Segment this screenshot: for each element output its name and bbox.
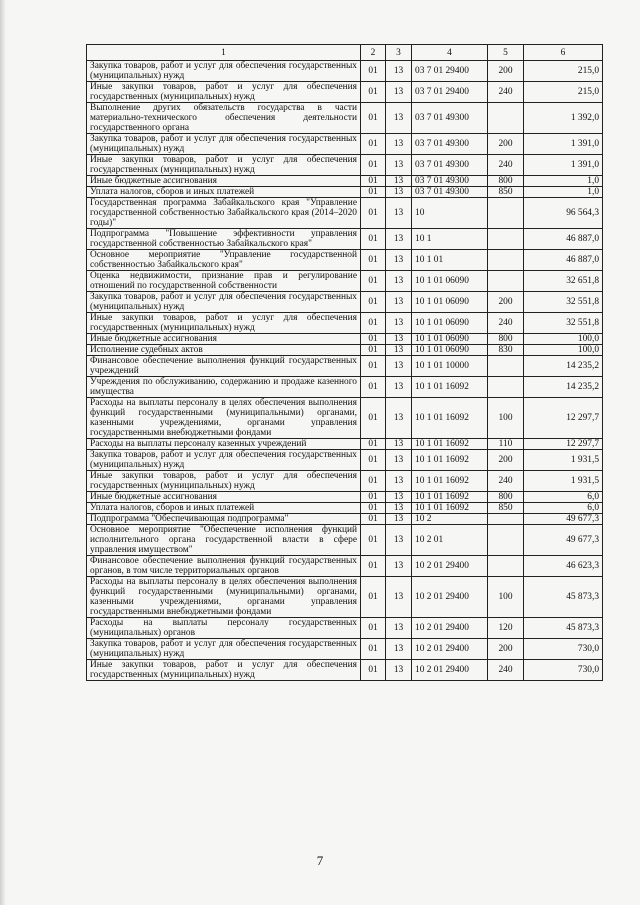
row-name-cell: Иные закупки товаров, работ и услуг для обеспечения государственных (муниципальных) нужд (87, 660, 361, 681)
table-row (87, 450, 603, 471)
row-section-cell: 01 (361, 345, 386, 356)
row-subsection-cell: 13 (386, 61, 412, 82)
row-subsection-cell: 13 (386, 356, 412, 377)
row-subsection-cell: 13 (386, 471, 412, 492)
row-target-code-cell: 03 7 01 29400 (412, 61, 488, 82)
row-section-cell: 01 (361, 61, 386, 82)
row-expense-type-cell: 240 (488, 82, 524, 103)
table-row (87, 82, 603, 103)
row-subsection-cell: 13 (386, 134, 412, 155)
row-expense-type-cell: 850 (488, 187, 524, 198)
row-section-cell: 01 (361, 356, 386, 377)
row-expense-type-cell (488, 198, 524, 229)
row-subsection-cell: 13 (386, 187, 412, 198)
table-row (87, 525, 603, 556)
row-amount-cell: 32 551,8 (524, 292, 603, 313)
row-target-code-cell: 03 7 01 49300 (412, 155, 488, 176)
row-expense-type-cell: 850 (488, 503, 524, 514)
row-target-code-cell: 10 (412, 198, 488, 229)
row-name-cell: Основное мероприятие "Управление государственной собственностью Забайкальского края" (87, 250, 361, 271)
row-amount-cell: 46 887,0 (524, 250, 603, 271)
row-name-cell: Расходы на выплаты персоналу в целях обеспечения выполнения функций государственными (муниципальными) органами, казенными учреждениями, органами управления государственными внебюджетными фондами (87, 398, 361, 439)
row-name-cell: Уплата налогов, сборов и иных платежей (87, 503, 361, 514)
row-expense-type-cell (488, 356, 524, 377)
row-amount-cell: 1 931,5 (524, 450, 603, 471)
row-expense-type-cell: 830 (488, 345, 524, 356)
row-section-cell: 01 (361, 134, 386, 155)
row-subsection-cell: 13 (386, 439, 412, 450)
header-col-1: 1 (87, 45, 361, 61)
row-target-code-cell: 10 1 (412, 229, 488, 250)
row-subsection-cell: 13 (386, 82, 412, 103)
row-name-cell: Иные закупки товаров, работ и услуг для обеспечения государственных (муниципальных) нужд (87, 471, 361, 492)
row-target-code-cell: 10 1 01 10000 (412, 356, 488, 377)
row-expense-type-cell: 110 (488, 439, 524, 450)
row-section-cell: 01 (361, 525, 386, 556)
row-amount-cell: 12 297,7 (524, 439, 603, 450)
row-section-cell: 01 (361, 492, 386, 503)
row-expense-type-cell: 200 (488, 639, 524, 660)
row-section-cell: 01 (361, 176, 386, 187)
row-expense-type-cell (488, 377, 524, 398)
row-expense-type-cell (488, 250, 524, 271)
row-name-cell: Закупка товаров, работ и услуг для обеспечения государственных (муниципальных) нужд (87, 639, 361, 660)
row-target-code-cell: 10 1 01 16092 (412, 439, 488, 450)
row-amount-cell: 730,0 (524, 660, 603, 681)
row-expense-type-cell (488, 514, 524, 525)
row-subsection-cell: 13 (386, 345, 412, 356)
row-section-cell: 01 (361, 450, 386, 471)
row-subsection-cell: 13 (386, 198, 412, 229)
table-row (87, 176, 603, 187)
row-name-cell: Расходы на выплаты персоналу казенных учреждений (87, 439, 361, 450)
table-row (87, 103, 603, 134)
row-name-cell: Основное мероприятие "Обеспечение исполнения функций исполнительного органа государственной власти в сфере управления имуществом" (87, 525, 361, 556)
row-target-code-cell: 10 2 01 29400 (412, 618, 488, 639)
row-target-code-cell: 10 1 01 16092 (412, 471, 488, 492)
row-target-code-cell: 10 1 01 16092 (412, 503, 488, 514)
row-amount-cell: 6,0 (524, 492, 603, 503)
row-name-cell: Государственная программа Забайкальского края "Управление государственной собственностью Забайкальского края (2014–2020 годы)" (87, 198, 361, 229)
row-expense-type-cell (488, 556, 524, 577)
row-name-cell: Подпрограмма "Повышение эффективности управления государственной собственностью Забайкальского края" (87, 229, 361, 250)
row-amount-cell: 96 564,3 (524, 198, 603, 229)
row-target-code-cell: 10 2 01 29400 (412, 556, 488, 577)
table-row (87, 514, 603, 525)
row-section-cell: 01 (361, 514, 386, 525)
row-subsection-cell: 13 (386, 229, 412, 250)
row-section-cell: 01 (361, 556, 386, 577)
row-expense-type-cell: 100 (488, 398, 524, 439)
row-section-cell: 01 (361, 271, 386, 292)
row-section-cell: 01 (361, 577, 386, 618)
row-subsection-cell: 13 (386, 155, 412, 176)
header-col-6: 6 (524, 45, 603, 61)
header-col-2: 2 (361, 45, 386, 61)
row-name-cell: Иные бюджетные ассигнования (87, 176, 361, 187)
row-subsection-cell: 13 (386, 377, 412, 398)
row-amount-cell: 1 391,0 (524, 134, 603, 155)
row-target-code-cell: 10 2 01 (412, 525, 488, 556)
row-amount-cell: 32 651,8 (524, 271, 603, 292)
row-subsection-cell: 13 (386, 492, 412, 503)
row-section-cell: 01 (361, 250, 386, 271)
row-expense-type-cell: 240 (488, 313, 524, 334)
budget-table (86, 44, 603, 681)
row-name-cell: Расходы на выплаты персоналу в целях обеспечения выполнения функций государственными (муниципальными) органами, казенными учреждениями, органами управления государственными внебюджетными фондами (87, 577, 361, 618)
table-row (87, 577, 603, 618)
row-subsection-cell: 13 (386, 292, 412, 313)
row-subsection-cell: 13 (386, 639, 412, 660)
row-name-cell: Подпрограмма "Обеспечивающая подпрограмма" (87, 514, 361, 525)
table-row (87, 398, 603, 439)
row-target-code-cell: 03 7 01 49300 (412, 103, 488, 134)
row-target-code-cell: 10 1 01 06090 (412, 345, 488, 356)
table-row (87, 250, 603, 271)
table-row (87, 229, 603, 250)
row-expense-type-cell (488, 229, 524, 250)
row-target-code-cell: 10 1 01 06090 (412, 334, 488, 345)
row-subsection-cell: 13 (386, 398, 412, 439)
row-amount-cell: 32 551,8 (524, 313, 603, 334)
row-name-cell: Закупка товаров, работ и услуг для обеспечения государственных (муниципальных) нужд (87, 134, 361, 155)
header-col-5: 5 (488, 45, 524, 61)
row-subsection-cell: 13 (386, 525, 412, 556)
header-col-3: 3 (386, 45, 412, 61)
row-section-cell: 01 (361, 292, 386, 313)
row-target-code-cell: 03 7 01 49300 (412, 187, 488, 198)
row-target-code-cell: 10 1 01 16092 (412, 450, 488, 471)
row-name-cell: Учреждения по обслуживанию, содержанию и продаже казенного имущества (87, 377, 361, 398)
row-subsection-cell: 13 (386, 313, 412, 334)
table-body (87, 61, 603, 681)
table-row (87, 556, 603, 577)
row-section-cell: 01 (361, 155, 386, 176)
row-name-cell: Расходы на выплаты персоналу государственных (муниципальных) органов (87, 618, 361, 639)
row-amount-cell: 6,0 (524, 503, 603, 514)
row-target-code-cell: 10 2 01 29400 (412, 660, 488, 681)
header-col-4: 4 (412, 45, 488, 61)
row-name-cell: Иные бюджетные ассигнования (87, 492, 361, 503)
row-target-code-cell: 10 2 01 29400 (412, 577, 488, 618)
row-subsection-cell: 13 (386, 271, 412, 292)
row-name-cell: Закупка товаров, работ и услуг для обеспечения государственных (муниципальных) нужд (87, 292, 361, 313)
row-expense-type-cell: 200 (488, 134, 524, 155)
row-expense-type-cell (488, 271, 524, 292)
row-amount-cell: 100,0 (524, 345, 603, 356)
row-target-code-cell: 10 1 01 06090 (412, 271, 488, 292)
row-name-cell: Исполнение судебных актов (87, 345, 361, 356)
table-row (87, 471, 603, 492)
row-name-cell: Иные бюджетные ассигнования (87, 334, 361, 345)
table-row (87, 134, 603, 155)
table-row (87, 155, 603, 176)
row-amount-cell: 1 392,0 (524, 103, 603, 134)
row-subsection-cell: 13 (386, 556, 412, 577)
row-amount-cell: 14 235,2 (524, 377, 603, 398)
table-row (87, 334, 603, 345)
row-subsection-cell: 13 (386, 503, 412, 514)
row-amount-cell: 46 887,0 (524, 229, 603, 250)
table-row (87, 345, 603, 356)
row-target-code-cell: 10 1 01 06090 (412, 292, 488, 313)
table-row (87, 439, 603, 450)
table-row (87, 492, 603, 503)
table-row (87, 198, 603, 229)
row-subsection-cell: 13 (386, 514, 412, 525)
row-expense-type-cell: 240 (488, 155, 524, 176)
table-row (87, 313, 603, 334)
row-target-code-cell: 10 1 01 16092 (412, 377, 488, 398)
row-expense-type-cell: 800 (488, 176, 524, 187)
row-target-code-cell: 03 7 01 49300 (412, 176, 488, 187)
row-section-cell: 01 (361, 187, 386, 198)
row-name-cell: Закупка товаров, работ и услуг для обеспечения государственных (муниципальных) нужд (87, 61, 361, 82)
row-expense-type-cell (488, 103, 524, 134)
row-target-code-cell: 10 2 (412, 514, 488, 525)
scan-edge-shadow (0, 0, 6, 905)
row-section-cell: 01 (361, 334, 386, 345)
table-header-row (87, 45, 603, 61)
row-subsection-cell: 13 (386, 618, 412, 639)
table-row (87, 292, 603, 313)
table-row (87, 356, 603, 377)
row-expense-type-cell: 200 (488, 61, 524, 82)
row-amount-cell: 45 873,3 (524, 618, 603, 639)
row-amount-cell: 1 391,0 (524, 155, 603, 176)
row-subsection-cell: 13 (386, 450, 412, 471)
row-expense-type-cell: 200 (488, 450, 524, 471)
row-section-cell: 01 (361, 398, 386, 439)
row-expense-type-cell: 200 (488, 292, 524, 313)
page-number: 7 (316, 853, 324, 868)
table-row (87, 61, 603, 82)
row-name-cell: Закупка товаров, работ и услуг для обеспечения государственных (муниципальных) нужд (87, 450, 361, 471)
row-amount-cell: 12 297,7 (524, 398, 603, 439)
row-section-cell: 01 (361, 471, 386, 492)
row-section-cell: 01 (361, 313, 386, 334)
table-row (87, 377, 603, 398)
row-section-cell: 01 (361, 439, 386, 450)
row-expense-type-cell (488, 525, 524, 556)
row-name-cell: Выполнение других обязательств государства в части материально-технического обеспечения деятельности государственного органа (87, 103, 361, 134)
row-target-code-cell: 10 1 01 16092 (412, 398, 488, 439)
row-subsection-cell: 13 (386, 176, 412, 187)
row-target-code-cell: 10 1 01 (412, 250, 488, 271)
row-expense-type-cell: 240 (488, 471, 524, 492)
row-amount-cell: 100,0 (524, 334, 603, 345)
row-name-cell: Оценка недвижимости, признание прав и регулирование отношений по государственной собственности (87, 271, 361, 292)
row-amount-cell: 45 873,3 (524, 577, 603, 618)
row-amount-cell: 49 677,3 (524, 525, 603, 556)
row-name-cell: Иные закупки товаров, работ и услуг для обеспечения государственных (муниципальных) нужд (87, 313, 361, 334)
row-section-cell: 01 (361, 229, 386, 250)
row-expense-type-cell: 800 (488, 492, 524, 503)
row-section-cell: 01 (361, 639, 386, 660)
row-section-cell: 01 (361, 103, 386, 134)
table-row (87, 639, 603, 660)
row-amount-cell: 730,0 (524, 639, 603, 660)
row-section-cell: 01 (361, 660, 386, 681)
row-subsection-cell: 13 (386, 577, 412, 618)
row-target-code-cell: 10 1 01 16092 (412, 492, 488, 503)
row-target-code-cell: 03 7 01 49300 (412, 134, 488, 155)
row-amount-cell: 1,0 (524, 187, 603, 198)
row-amount-cell: 215,0 (524, 61, 603, 82)
row-target-code-cell: 10 2 01 29400 (412, 639, 488, 660)
row-amount-cell: 215,0 (524, 82, 603, 103)
table-row (87, 271, 603, 292)
row-target-code-cell: 03 7 01 29400 (412, 82, 488, 103)
row-amount-cell: 49 677,3 (524, 514, 603, 525)
table-row (87, 503, 603, 514)
row-name-cell: Иные закупки товаров, работ и услуг для обеспечения государственных (муниципальных) нужд (87, 82, 361, 103)
row-subsection-cell: 13 (386, 103, 412, 134)
row-section-cell: 01 (361, 618, 386, 639)
table-row (87, 660, 603, 681)
table-row (87, 618, 603, 639)
row-expense-type-cell: 800 (488, 334, 524, 345)
row-name-cell: Иные закупки товаров, работ и услуг для обеспечения государственных (муниципальных) нужд (87, 155, 361, 176)
row-subsection-cell: 13 (386, 660, 412, 681)
row-subsection-cell: 13 (386, 334, 412, 345)
row-amount-cell: 14 235,2 (524, 356, 603, 377)
row-expense-type-cell: 240 (488, 660, 524, 681)
row-amount-cell: 1,0 (524, 176, 603, 187)
row-expense-type-cell: 120 (488, 618, 524, 639)
row-section-cell: 01 (361, 377, 386, 398)
row-amount-cell: 1 931,5 (524, 471, 603, 492)
row-name-cell: Финансовое обеспечение выполнения функций государственных органов, в том числе территориальных органов (87, 556, 361, 577)
row-name-cell: Финансовое обеспечение выполнения функций государственных учреждений (87, 356, 361, 377)
row-name-cell: Уплата налогов, сборов и иных платежей (87, 187, 361, 198)
row-section-cell: 01 (361, 503, 386, 514)
row-target-code-cell: 10 1 01 06090 (412, 313, 488, 334)
row-expense-type-cell: 100 (488, 577, 524, 618)
row-section-cell: 01 (361, 82, 386, 103)
table-row (87, 187, 603, 198)
row-amount-cell: 46 623,3 (524, 556, 603, 577)
row-section-cell: 01 (361, 198, 386, 229)
row-subsection-cell: 13 (386, 250, 412, 271)
